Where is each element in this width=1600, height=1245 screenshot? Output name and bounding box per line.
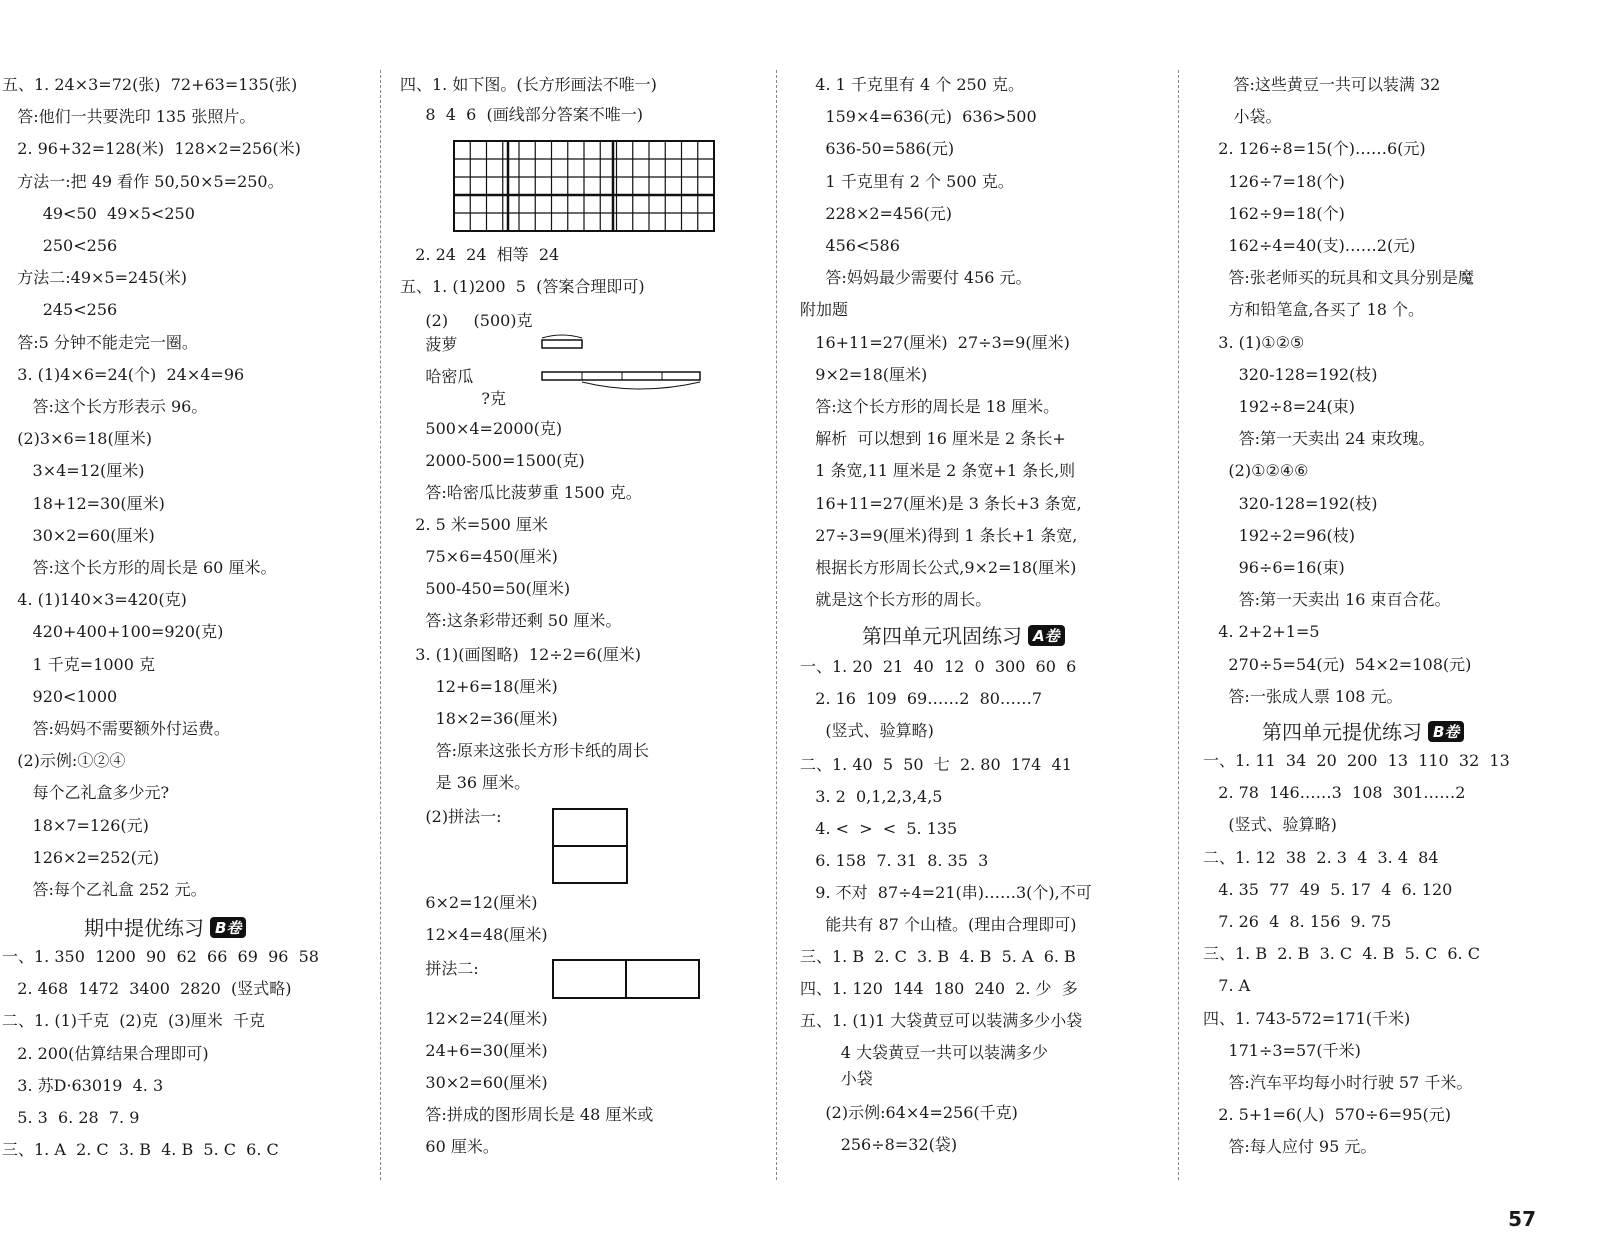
answer-line: 192÷8=24(束) xyxy=(1203,397,1355,416)
answer-line: 4. 35 77 49 5. 17 4 6. 120 xyxy=(1203,880,1453,899)
answer-line: 18+12=30(厘米) xyxy=(2,494,165,513)
answer-line: 49<50 49×5<250 xyxy=(2,204,195,223)
answer-line: 答:每个乙礼盒 252 元。 xyxy=(2,880,207,899)
answer-line: (2)示例:①②④ xyxy=(2,751,126,770)
answer-line: 拼法二: xyxy=(400,959,479,978)
answer-line: 9×2=18(厘米) xyxy=(800,365,928,384)
answer-line: 能共有 87 个山楂。(理由合理即可) xyxy=(800,915,1077,934)
answer-line: 答:拼成的图形周长是 48 厘米或 xyxy=(400,1105,654,1124)
answer-line: 9. 不对 87÷4=21(串)……3(个),不可 xyxy=(800,883,1092,902)
answer-line: (2)拼法一: xyxy=(400,807,502,826)
answer-line: 答:这个长方形的周长是 18 厘米。 xyxy=(800,397,1060,416)
answer-line: 2. 468 1472 3400 2820 (竖式略) xyxy=(2,979,292,998)
answer-line: 162÷9=18(个) xyxy=(1203,204,1345,223)
answer-line: 方和铅笔盒,各买了 18 个。 xyxy=(1203,300,1425,319)
answer-line: 2000-500=1500(克) xyxy=(400,451,585,470)
bar-diagram xyxy=(540,330,710,400)
answer-line: 哈密瓜 xyxy=(400,367,474,386)
answer-line: 2. 5 米=500 厘米 xyxy=(400,515,548,534)
answer-line: (竖式、验算略) xyxy=(800,721,934,740)
answer-line: 答:这条彩带还剩 50 厘米。 xyxy=(400,611,622,630)
answer-line: 16+11=27(厘米)是 3 条长+3 条宽, xyxy=(800,494,1082,513)
answer-line: 7. A xyxy=(1203,976,1251,995)
answer-line: 5. 3 6. 28 7. 9 xyxy=(2,1108,140,1127)
answer-line: 162÷4=40(支)……2(元) xyxy=(1203,236,1416,255)
answer-line: 是 36 厘米。 xyxy=(400,773,531,792)
answer-line: 四、1. 如下图。(长方形画法不唯一) xyxy=(400,75,657,94)
answer-line: 小袋 xyxy=(800,1069,873,1088)
answer-line: 解析 可以想到 16 厘米是 2 条长+ xyxy=(800,429,1066,448)
answer-line: 1 千克=1000 克 xyxy=(2,655,155,674)
answer-line: 96÷6=16(束) xyxy=(1203,558,1345,577)
answer-line: 126÷7=18(个) xyxy=(1203,172,1345,191)
answer-line: 答:一张成人票 108 元。 xyxy=(1203,687,1403,706)
answer-line: 256÷8=32(袋) xyxy=(800,1135,958,1154)
answer-line: 根据长方形周长公式,9×2=18(厘米) xyxy=(800,558,1077,577)
answer-line: 3. 苏D·63019 4. 3 xyxy=(2,1076,164,1095)
answer-line: 就是这个长方形的周长。 xyxy=(800,590,992,609)
answer-line: 4. (1)140×3=420(克) xyxy=(2,590,187,609)
answer-line: 三、1. B 2. C 3. B 4. B 5. A 6. B xyxy=(800,947,1076,966)
answer-line: 636-50=586(元) xyxy=(800,139,955,158)
answer-line: 2. 5+1=6(人) 570÷6=95(元) xyxy=(1203,1105,1451,1124)
answer-line: 一、1. 11 34 20 200 13 110 32 13 xyxy=(1203,751,1510,770)
answer-line: 四、1. 743-572=171(千米) xyxy=(1203,1009,1411,1028)
answer-line: 五、1. (1)1 大袋黄豆可以装满多少小袋 xyxy=(800,1011,1083,1030)
answer-line: (2) (500)克 xyxy=(400,311,533,330)
answer-line: 答:第一天卖出 16 束百合花。 xyxy=(1203,590,1451,609)
answer-line: 答:妈妈最少需要付 456 元。 xyxy=(800,268,1032,287)
answer-line: 4 大袋黄豆一共可以装满多少 xyxy=(800,1043,1048,1062)
answer-line: 270÷5=54(元) 54×2=108(元) xyxy=(1203,655,1472,674)
column-divider xyxy=(1178,70,1179,1180)
answer-line: 7. 26 4 8. 156 9. 75 xyxy=(1203,912,1392,931)
answer-line: 3. 2 0,1,2,3,4,5 xyxy=(800,787,943,806)
answer-line: 12+6=18(厘米) xyxy=(400,677,558,696)
answer-line: 2. 78 146……3 108 301……2 xyxy=(1203,783,1466,802)
answer-line: 答:第一天卖出 24 束玫瑰。 xyxy=(1203,429,1435,448)
answer-line: 126×2=252(元) xyxy=(2,848,160,867)
answer-line: 30×2=60(厘米) xyxy=(2,526,155,545)
answer-line: 12×2=24(厘米) xyxy=(400,1009,548,1028)
answer-line: 答:这个长方形表示 96。 xyxy=(2,397,208,416)
answer-line: 2. 24 24 相等 24 xyxy=(400,245,560,264)
answer-line: 24+6=30(厘米) xyxy=(400,1041,548,1060)
answer-line: 五、1. 24×3=72(张) 72+63=135(张) xyxy=(2,75,298,94)
answer-line: 2. 16 109 69……2 80……7 xyxy=(800,689,1043,708)
answer-line: 245<256 xyxy=(2,300,118,319)
answer-line: 320-128=192(枝) xyxy=(1203,494,1378,513)
section-title-unit4-b xyxy=(1262,716,1464,745)
answer-line: 250<256 xyxy=(2,236,118,255)
answer-line: 500×4=2000(克) xyxy=(400,419,563,438)
answer-line: 方法一:把 49 看作 50,50×5=250。 xyxy=(2,172,284,191)
answer-line: 18×7=126(元) xyxy=(2,816,149,835)
answer-line: 75×6=450(厘米) xyxy=(400,547,558,566)
section-badge: B卷 xyxy=(210,917,246,938)
answer-line: 1 条宽,11 厘米是 2 条宽+1 条长,则 xyxy=(800,461,1076,480)
answer-line: 三、1. A 2. C 3. B 4. B 5. C 6. C xyxy=(2,1140,279,1159)
answer-line: 答:5 分钟不能走完一圈。 xyxy=(2,333,198,352)
answer-line: 五、1. (1)200 5 (答案合理即可) xyxy=(400,277,645,296)
answer-line: 4. 2+2+1=5 xyxy=(1203,622,1320,641)
answer-line: (竖式、验算略) xyxy=(1203,815,1337,834)
answer-line: 一、1. 20 21 40 12 0 300 60 6 xyxy=(800,657,1077,676)
answer-line: 菠萝 xyxy=(400,335,458,354)
answer-line: ?克 xyxy=(400,389,506,408)
answer-line: 4. < > < 5. 135 xyxy=(800,819,958,838)
answer-line: 答:这些黄豆一共可以装满 32 xyxy=(1203,75,1441,94)
page-number: 57 xyxy=(1508,1207,1536,1231)
answer-line: 159×4=636(元) 636>500 xyxy=(800,107,1037,126)
answer-line: 答:每人应付 95 元。 xyxy=(1203,1137,1377,1156)
answer-line: 四、1. 120 144 180 240 2. 少 多 xyxy=(800,979,1078,998)
answer-line: 320-128=192(枝) xyxy=(1203,365,1378,384)
answer-line: (2)3×6=18(厘米) xyxy=(2,429,152,448)
answer-line: 16+11=27(厘米) 27÷3=9(厘米) xyxy=(800,333,1070,352)
answer-line: 8 4 6 (画线部分答案不唯一) xyxy=(400,105,643,124)
answer-line: 方法二:49×5=245(米) xyxy=(2,268,188,287)
answer-line: 答:妈妈不需要额外付运费。 xyxy=(2,719,230,738)
answer-line: 小袋。 xyxy=(1203,107,1282,126)
answer-line: 答:这个长方形的周长是 60 厘米。 xyxy=(2,558,277,577)
answer-line: 每个乙礼盒多少元? xyxy=(2,783,170,802)
section-badge: B卷 xyxy=(1428,721,1464,742)
answer-line: 二、1. (1)千克 (2)克 (3)厘米 千克 xyxy=(2,1011,265,1030)
answer-line: 6×2=12(厘米) xyxy=(400,893,538,912)
rectangle-figure-2 xyxy=(552,959,700,999)
answer-line: 答:他们一共要洗印 135 张照片。 xyxy=(2,107,256,126)
answer-line: 920<1000 xyxy=(2,687,118,706)
answer-line: 192÷2=96(枝) xyxy=(1203,526,1355,545)
answer-line: 171÷3=57(千米) xyxy=(1203,1041,1361,1060)
answer-line: 附加题 xyxy=(800,300,849,319)
answer-line: 3×4=12(厘米) xyxy=(2,461,145,480)
answer-line: 答:汽车平均每小时行驶 57 千米。 xyxy=(1203,1073,1473,1092)
answer-line: 6. 158 7. 31 8. 35 3 xyxy=(800,851,989,870)
section-badge: A卷 xyxy=(1028,625,1065,646)
column-divider xyxy=(380,70,381,1180)
column-divider xyxy=(776,70,777,1180)
answer-line: 一、1. 350 1200 90 62 66 69 96 58 xyxy=(2,947,319,966)
answer-line: (2)①②④⑥ xyxy=(1203,461,1309,480)
answer-line: 228×2=456(元) xyxy=(800,204,952,223)
answer-line: 2. 96+32=128(米) 128×2=256(米) xyxy=(2,139,301,158)
section-title-text: 第四单元巩固练习 xyxy=(862,624,1022,648)
answer-line: 3. (1)①②⑤ xyxy=(1203,333,1305,352)
section-title-text: 第四单元提优练习 xyxy=(1262,720,1422,744)
answer-line: 2. 126÷8=15(个)……6(元) xyxy=(1203,139,1426,158)
answer-line: 4. 1 千克里有 4 个 250 克。 xyxy=(800,75,1024,94)
answer-line: 3. (1)(画图略) 12÷2=6(厘米) xyxy=(400,645,641,664)
answer-line: 1 千克里有 2 个 500 克。 xyxy=(800,172,1014,191)
answer-line: 27÷3=9(厘米)得到 1 条长+1 条宽, xyxy=(800,526,1078,545)
answer-line: 12×4=48(厘米) xyxy=(400,925,548,944)
rectangle-figure-1 xyxy=(552,808,628,884)
section-title-unit4-a xyxy=(862,620,1065,649)
answer-line: 二、1. 40 5 50 七 2. 80 174 41 xyxy=(800,755,1072,774)
answer-line: 答:张老师买的玩具和文具分别是魔 xyxy=(1203,268,1474,287)
answer-line: 答:哈密瓜比菠萝重 1500 克。 xyxy=(400,483,642,502)
answer-line: 三、1. B 2. B 3. C 4. B 5. C 6. C xyxy=(1203,944,1480,963)
answer-line: (2)示例:64×4=256(千克) xyxy=(800,1103,1018,1122)
answer-line: 456<586 xyxy=(800,236,900,255)
section-title-text: 期中提优练习 xyxy=(84,916,204,940)
answer-line: 500-450=50(厘米) xyxy=(400,579,571,598)
answer-line: 18×2=36(厘米) xyxy=(400,709,558,728)
section-title-midterm xyxy=(84,912,246,941)
answer-line: 二、1. 12 38 2. 3 4 3. 4 84 xyxy=(1203,848,1439,867)
grid-figure xyxy=(453,140,715,232)
answer-line: 420+400+100=920(克) xyxy=(2,622,224,641)
answer-line: 60 厘米。 xyxy=(400,1137,499,1156)
answer-line: 30×2=60(厘米) xyxy=(400,1073,548,1092)
answer-line: 答:原来这张长方形卡纸的周长 xyxy=(400,741,649,760)
answer-line: 3. (1)4×6=24(个) 24×4=96 xyxy=(2,365,245,384)
answer-line: 2. 200(估算结果合理即可) xyxy=(2,1044,209,1063)
